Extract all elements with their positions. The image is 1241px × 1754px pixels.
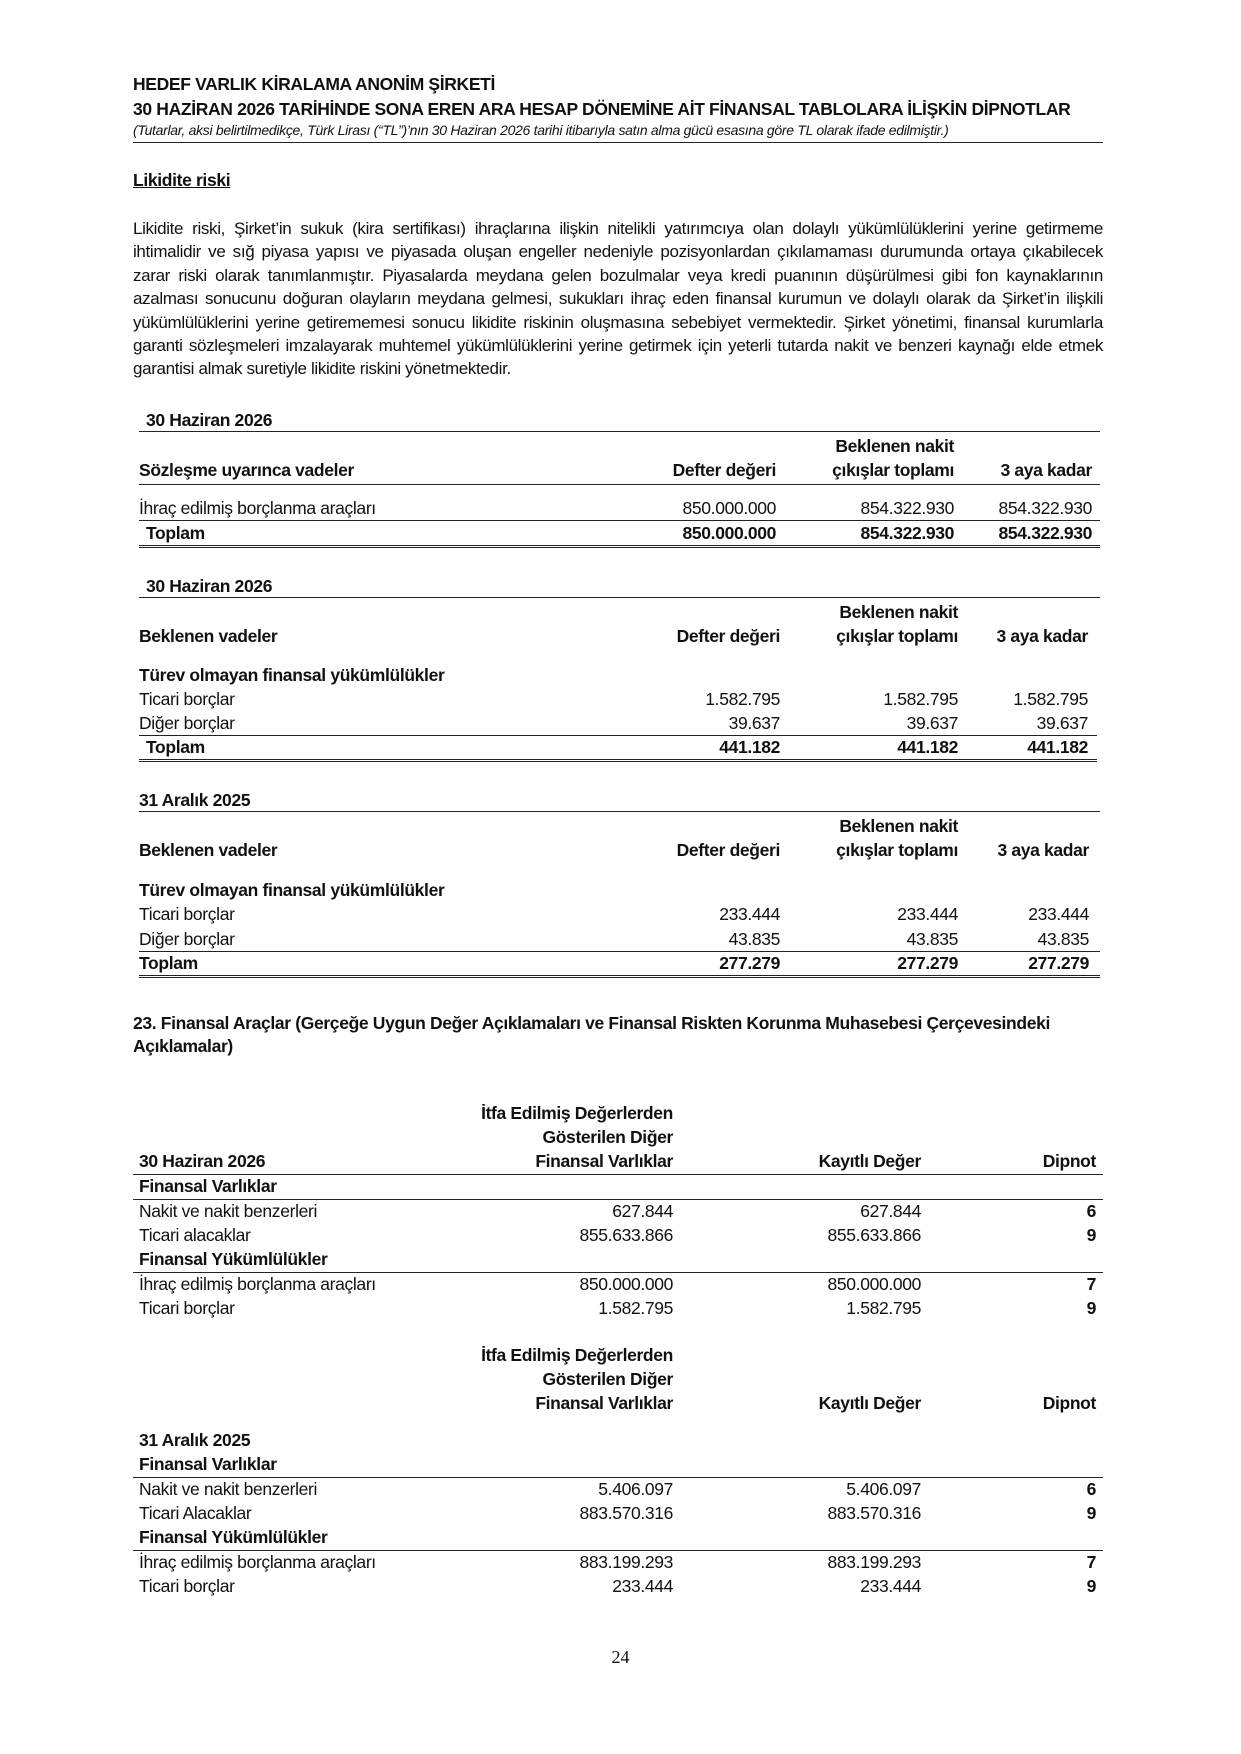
total-label: Toplam: [146, 737, 205, 757]
category-label: Finansal Yükümlülükler: [139, 1249, 328, 1269]
report-subtitle: (Tutarlar, aksi belirtilmedikçe, Türk Lirası (“TL”)’nın 30 Haziran 2026 tarihi itibarıyla satın alma gücü esasına göre TL olarak ifade edilmiştir.): [133, 122, 949, 138]
row-label: Ticari borçlar: [139, 1298, 235, 1318]
row-carrying: 1.582.795: [846, 1298, 921, 1318]
row-book-value: 850.000.000: [682, 498, 776, 518]
total-cash-outflow: 441.182: [897, 737, 958, 757]
row-carrying: 627.844: [860, 1201, 921, 1221]
total-3-months: 854.322.930: [998, 523, 1092, 543]
table-rule: [133, 1550, 1103, 1551]
subheading: Türev olmayan finansal yükümlülükler: [139, 880, 445, 900]
column-header-cash-line1: Beklenen nakit: [835, 436, 954, 456]
column-header-label: Beklenen vadeler: [139, 626, 278, 646]
total-3-months: 441.182: [1027, 737, 1088, 757]
total-label: Toplam: [139, 953, 198, 973]
column-header-book-value: Defter değeri: [676, 626, 780, 646]
row-cash-outflow: 43.835: [906, 929, 958, 949]
row-carrying: 850.000.000: [827, 1274, 921, 1294]
row-cash-outflow: 39.637: [906, 713, 958, 733]
table-rule: [139, 597, 1100, 598]
column-header-amortized-line2: Gösterilen Diğer: [542, 1127, 673, 1147]
total-cash-outflow: 277.279: [897, 953, 958, 973]
row-label: Ticari borçlar: [139, 1576, 235, 1596]
row-book-value: 1.582.795: [705, 689, 780, 709]
column-header-amortized-line1: İtfa Edilmiş Değerlerden: [481, 1345, 673, 1365]
table-rule: [139, 431, 1100, 432]
column-header-carrying-value: Kayıtlı Değer: [818, 1151, 921, 1171]
total-rule: [139, 735, 1097, 736]
column-header-carrying-value: Kayıtlı Değer: [818, 1393, 921, 1413]
row-label: Ticari borçlar: [139, 904, 235, 924]
column-header-amortized-line1: İtfa Edilmiş Değerlerden: [481, 1103, 673, 1123]
row-carrying: 5.406.097: [846, 1479, 921, 1499]
row-amortized: 883.199.293: [579, 1552, 673, 1572]
row-label: Diğer borçlar: [139, 929, 235, 949]
row-cash-outflow: 1.582.795: [883, 689, 958, 709]
header-rule: [133, 142, 1103, 143]
row-amortized: 855.633.866: [579, 1225, 673, 1245]
row-amortized: 5.406.097: [598, 1479, 673, 1499]
row-3-months: 1.582.795: [1013, 689, 1088, 709]
column-header-cash-line2: çıkışlar toplamı: [836, 840, 958, 860]
row-note: 7: [1086, 1552, 1096, 1572]
table-rule: [139, 811, 1100, 812]
row-carrying: 233.444: [860, 1576, 921, 1596]
table-rule: [133, 1272, 1103, 1273]
page-number: 24: [611, 1647, 630, 1667]
column-header-cash-line1: Beklenen nakit: [839, 602, 958, 622]
double-rule: [139, 975, 1100, 978]
total-label: Toplam: [146, 523, 205, 543]
row-note: 9: [1086, 1503, 1096, 1523]
total-rule: [139, 520, 1100, 521]
column-header-label: Beklenen vadeler: [139, 840, 278, 860]
row-amortized: 1.582.795: [598, 1298, 673, 1318]
row-cash-outflow: 233.444: [897, 904, 958, 924]
row-cash-outflow: 854.322.930: [860, 498, 954, 518]
row-label: Diğer borçlar: [139, 713, 235, 733]
row-note: 9: [1086, 1576, 1096, 1596]
total-3-months: 277.279: [1028, 953, 1089, 973]
company-name: HEDEF VARLIK KİRALAMA ANONİM ŞİRKETİ: [133, 74, 496, 94]
column-header-3-months: 3 aya kadar: [996, 626, 1088, 646]
column-header-note: Dipnot: [1042, 1151, 1096, 1171]
row-amortized: 883.570.316: [579, 1503, 673, 1523]
section-title-liquidity: Likidite riski: [133, 170, 231, 190]
row-note: 7: [1086, 1274, 1096, 1294]
row-amortized: 233.444: [612, 1576, 673, 1596]
table-date: 31 Aralık 2025: [139, 790, 251, 810]
row-3-months: 43.835: [1037, 929, 1089, 949]
category-label: Finansal Yükümlülükler: [139, 1527, 328, 1547]
total-book-value: 277.279: [719, 953, 780, 973]
column-header-note: Dipnot: [1042, 1393, 1096, 1413]
row-note: 6: [1086, 1479, 1096, 1499]
row-note: 6: [1086, 1201, 1096, 1221]
table-date: 30 Haziran 2026: [146, 576, 273, 596]
total-book-value: 441.182: [719, 737, 780, 757]
row-carrying: 855.633.866: [827, 1225, 921, 1245]
table-date: 30 Haziran 2026: [146, 410, 273, 430]
column-header-cash-line2: çıkışlar toplamı: [836, 626, 958, 646]
row-3-months: 233.444: [1028, 904, 1089, 924]
table-rule: [133, 1199, 1103, 1200]
column-header-amortized-line3: Finansal Varlıklar: [535, 1393, 673, 1413]
total-cash-outflow: 854.322.930: [860, 523, 954, 543]
row-label: Ticari borçlar: [139, 689, 235, 709]
row-book-value: 43.835: [728, 929, 780, 949]
double-rule: [139, 545, 1100, 548]
row-book-value: 233.444: [719, 904, 780, 924]
row-note: 9: [1086, 1225, 1096, 1245]
table-date: 30 Haziran 2026: [139, 1151, 266, 1171]
double-rule: [139, 759, 1097, 762]
section-heading-23: 23. Finansal Araçlar (Gerçeğe Uygun Değer Açıklamaları ve Finansal Riskten Korunma Muhasebesi Çerçevesindeki Açıklamalar): [133, 1013, 1050, 1056]
table-rule: [133, 1174, 1103, 1175]
row-carrying: 883.199.293: [827, 1552, 921, 1572]
row-3-months: 39.637: [1036, 713, 1088, 733]
column-header-cash-line2: çıkışlar toplamı: [832, 460, 954, 480]
row-3-months: 854.322.930: [998, 498, 1092, 518]
row-note: 9: [1086, 1298, 1096, 1318]
subheading: Türev olmayan finansal yükümlülükler: [139, 665, 445, 685]
row-amortized: 627.844: [612, 1201, 673, 1221]
column-header-book-value: Defter değeri: [676, 840, 780, 860]
row-label: Ticari alacaklar: [139, 1225, 251, 1245]
total-rule: [139, 951, 1100, 952]
row-label: Nakit ve nakit benzerleri: [139, 1479, 317, 1499]
category-label: Finansal Varlıklar: [139, 1454, 277, 1474]
column-header-amortized-line3: Finansal Varlıklar: [535, 1151, 673, 1171]
column-header-3-months: 3 aya kadar: [1000, 460, 1092, 480]
row-book-value: 39.637: [728, 713, 780, 733]
column-header-3-months: 3 aya kadar: [997, 840, 1089, 860]
row-label: İhraç edilmiş borçlanma araçları: [139, 1274, 376, 1294]
table-date: 31 Aralık 2025: [139, 1430, 251, 1450]
report-title: 30 HAZİRAN 2026 TARİHİNDE SONA EREN ARA HESAP DÖNEMİNE AİT FİNANSAL TABLOLARA İLİŞKİN DİPNOTLAR: [133, 99, 1071, 119]
column-header-book-value: Defter değeri: [672, 460, 776, 480]
row-carrying: 883.570.316: [827, 1503, 921, 1523]
row-label: Nakit ve nakit benzerleri: [139, 1201, 317, 1221]
row-amortized: 850.000.000: [579, 1274, 673, 1294]
column-header-label: Sözleşme uyarınca vadeler: [139, 460, 354, 480]
row-label: İhraç edilmiş borçlanma araçları: [139, 1552, 376, 1572]
column-header-amortized-line2: Gösterilen Diğer: [542, 1369, 673, 1389]
column-header-cash-line1: Beklenen nakit: [839, 816, 958, 836]
total-book-value: 850.000.000: [682, 523, 776, 543]
row-label: İhraç edilmiş borçlanma araçları: [139, 498, 376, 518]
table-rule: [133, 1477, 1103, 1478]
row-label: Ticari Alacaklar: [139, 1503, 252, 1523]
liquidity-paragraph: Likidite riski, Şirket’in sukuk (kira sertifikası) ihraçlarına ilişkin nitelikli yatırımcıya olan dolaylı yükümlülüklerini yerine getirmeme ihtimalidir ve sığ piyasa yapısı ve piyasada oluşan engeller nedeniyle pozisyonlardan çıkılamaması durumunda ortaya çıkabilecek zarar riski olarak tanımlanmıştır. Piyasalarda meydana gelen bozulmalar veya kredi puanının düşürülmesi gibi fon kaynaklarının azalması sonucunu doğuran olayların meydana gelmesi, sukukları ihraç eden finansal kurumun ve dolaylı olarak da Şirket’in ilişkili yükümlülüklerini yerine getirememesi sonucu likidite riskinin oluşmasına sebebiyet vermektedir. Şirket yönetimi, finansal kurumlarla garanti sözleşmeleri imzalayarak muhtemel yükümlülüklerini yerine getirmek için yeterli tutarda nakit ve benzeri kaynağı elde etmek garantisi almak suretiyle likidite riskini yönetmektedir.: [133, 219, 1103, 379]
table-rule: [139, 484, 1100, 485]
category-label: Finansal Varlıklar: [139, 1176, 277, 1196]
